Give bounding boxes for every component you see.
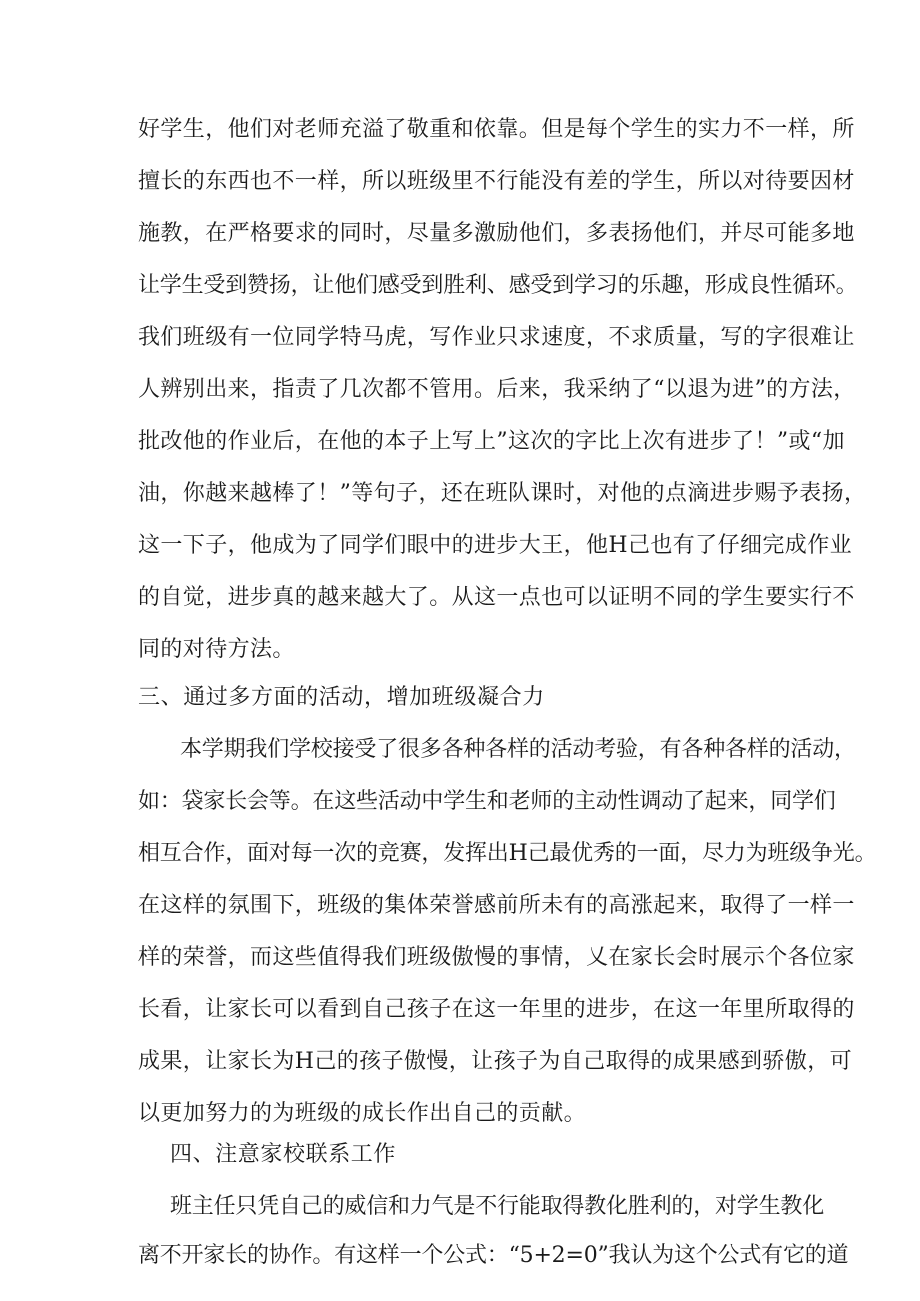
section-heading: 四、注意家校联系工作 <box>170 1142 397 1167</box>
text-line: 施教，在严格要求的同时，尽量多激励他们，多表扬他们，并尽可能多地 <box>138 221 855 246</box>
text-line: 油，你越来越棒了！”等句子，还在班队课时，对他的点滴进步赐予表扬， <box>138 481 867 506</box>
text-line: 同的对待方法。 <box>138 637 295 662</box>
text-line: 样的荣誉，而这些值得我们班级傲慢的事情，乂在家长会时展示个各位家 <box>138 945 855 970</box>
text-line: 长看，让家长可以看到自己孩子在这一年里的进步，在这一年里所取得的 <box>138 997 855 1022</box>
text-line: 的自觉，进步真的越来越大了。从这一点也可以证明不同的学生要实行不 <box>138 585 855 610</box>
text-line: 这一下子，他成为了同学们眼中的进步大王，他H己也有了仔细完成作业 <box>138 533 852 558</box>
text-line: 成果，让家长为H己的孩子傲慢，让孩子为自己取得的成果感到骄傲，可 <box>138 1049 852 1074</box>
text-line: 好学生，他们对老师充溢了敬重和依靠。但是每个学生的实力不一样，所 <box>138 117 855 142</box>
text-line: 人辨别出来，指责了几次都不管用。后来，我采纳了“以退为进”的方法， <box>138 377 856 402</box>
text-line: 相互合作，面对每一次的竞赛，发挥出H己最优秀的一面，尽力为班级争光。 <box>138 841 877 866</box>
text-line: 擅长的东西也不一样，所以班级里不行能没有差的学生，所以对待要因材 <box>138 169 855 194</box>
text-line: 批改他的作业后，在他的本子上写上”这次的字比上次有进步了！”或“加 <box>138 429 845 454</box>
text-line: 离不开家长的协作。有这样一个公式：“5+2=0”我认为这个公式有它的道 <box>138 1243 849 1268</box>
text-line: 在这样的氛围下，班级的集体荣誉感前所未有的高涨起来，取得了一样一 <box>138 893 855 918</box>
text-line: 我们班级有一位同学特马虎，写作业只求速度，不求质量，写的字很难让 <box>138 325 855 350</box>
text-line: 让学生受到赞扬，让他们感受到胜利、感受到学习的乐趣，形成良性循环。 <box>138 273 858 298</box>
text-line: 以更加努力的为班级的成长作出自己的贡献。 <box>138 1101 587 1126</box>
section-heading: 三、通过多方面的活动，增加班级凝合力 <box>138 685 545 710</box>
text-line: 本学期我们学校接受了很多各种各样的活动考验，有各种各样的活动， <box>180 737 856 762</box>
text-line: 如：袋家长会等。在这些活动中学生和老师的主动性调动了起来，同学们 <box>138 789 836 814</box>
text-line: 班主任只凭自己的威信和力气是不行能取得教化胜利的，对学生教化 <box>170 1194 825 1219</box>
